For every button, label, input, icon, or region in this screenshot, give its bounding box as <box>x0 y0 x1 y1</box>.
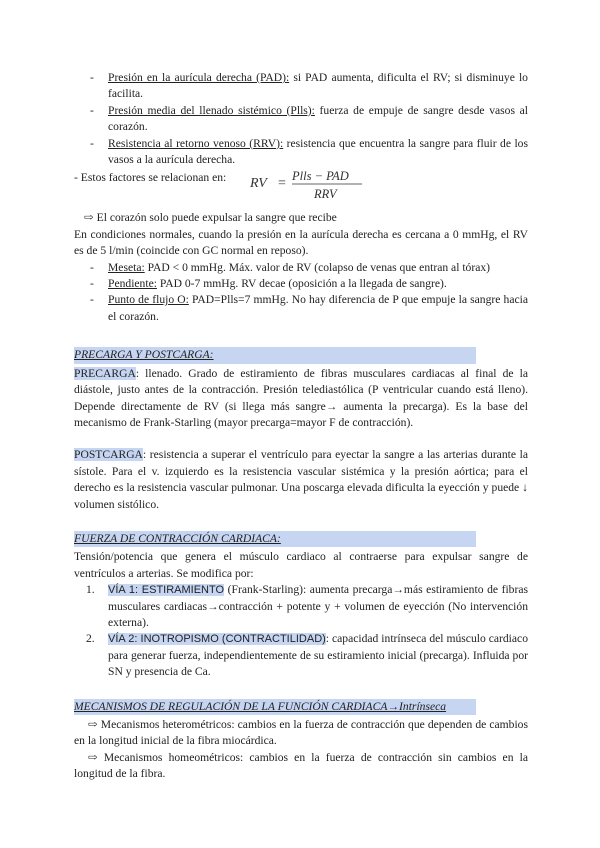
via-2-text: : capacidad intrínseca del músculo cardiaco para generar fuerza, independientemente de su estiramiento inicial (precarga). Influida por SN y presencia de Ca. <box>108 632 528 679</box>
bullet-text: PAD 0-7 mmHg. RV decae (oposición a la llegada de sangre). <box>156 277 447 291</box>
via-1-item <box>74 582 528 631</box>
precarga-paragraph <box>74 366 528 432</box>
via-1-text: (Frank-Starling): aumenta precarga→más estiramiento de fibras musculares cardiacas→contracción + potente y + volumen de eyección (No intervención externa). <box>108 583 528 629</box>
fuerza-intro: Tensión/potencia que genera el músculo cardiaco al contraerse para expulsar sangre de ventrículos a arterias. Se modifica por: <box>74 550 528 580</box>
bullet-text: si PAD aumenta, dificulta el RV; si disminuye lo facilita. <box>108 71 528 101</box>
relation-text: - Estos factores se relacionan en: <box>74 171 227 185</box>
formula-denominator: RRV <box>314 187 337 202</box>
precarga-text: : llenado. Grado de estiramiento de fibras musculares cardiacas al final de la diástole, justo antes de la contracción. Presión telediastólica (P ventricular cuando está lleno). Depende directamente de RV (si llega más sangre→ aumenta la precarga). Es la base del mecanismo de Frank-Starling (mayor precarga=mayor F de contracción). <box>74 366 528 429</box>
arrow-line: ⇨ El corazón solo puede expulsar la sangre que recibe <box>84 211 337 225</box>
heading-precarga-postcarga: PRECARGA Y POSTCARGA: <box>74 347 476 363</box>
list-number: 2. <box>86 632 95 646</box>
term-pendiente: Pendiente: <box>108 277 157 291</box>
bullet-text: fuerza de empuje de sangre desde vasos al corazón. <box>108 103 528 134</box>
mecanismos-homeometricos: ⇨ Mecanismos homeométricos: cambios en la fuerza de contracción sin cambios en la longitud de la fibra. <box>74 750 528 781</box>
formula-equals: = <box>278 176 287 192</box>
bullet-meseta <box>74 260 528 276</box>
heading-mecanismos-text: MECANISMOS DE REGULACIÓN DE LA FUNCIÓN CARDIACA→ <box>74 699 400 713</box>
via-1-label: VÍA 1: ESTIRAMIENTO <box>108 584 225 597</box>
document-content <box>74 70 528 783</box>
term-meseta: Meseta: <box>108 260 145 274</box>
bullet-text: PAD=Plls=7 mmHg. No hay diferencia de P que empuje la sangre hacia el corazón. <box>108 293 528 323</box>
via-2-label: VÍA 2: INOTROPISMO (CONTRACTILIDAD) <box>108 633 326 646</box>
heading-intrinseca: Intrínseca <box>399 699 447 713</box>
postcarga-text: : resistencia a superar el ventrículo para eyectar la sangre a las arterias durante la sístole. Para el v. izquierdo es la resistencia vascular sistémica y la presión aórtica; para el derecho es la resistencia vascular pulmonar. Una poscarga elevada dificulta la eyección y puede ↓ volumen sistólico. <box>74 448 528 511</box>
postcarga-label: POSTCARGA <box>74 448 143 462</box>
bullet-marker: - <box>90 103 94 117</box>
term-pad: Presión en la aurícula derecha (PAD): <box>108 71 290 84</box>
via-2-item <box>74 631 528 680</box>
precarga-label: PRECARGA <box>74 366 136 380</box>
postcarga-paragraph <box>74 447 528 513</box>
bullet-pad <box>74 70 528 103</box>
bullet-marker: - <box>90 277 94 291</box>
bullet-text: resistencia que encuentra la sangre para fluir de los vasos a la aurícula derecha. <box>108 136 528 167</box>
mecanismos-heterometricos: ⇨ Mecanismos heterométricos: cambios en la fuerza de contracción que dependen de cambios en la longitud inicial de la fibra miocárdica. <box>74 718 528 748</box>
rv-formula <box>250 168 370 208</box>
bullet-text: PAD < 0 mmHg. Máx. valor de RV (colapso de venas que entran al tórax) <box>144 260 491 274</box>
formula-lhs: RV <box>250 176 268 192</box>
term-plls: Presión media del llenado sistémico (Plls): <box>108 103 315 117</box>
term-punto-flujo: Punto de flujo O: <box>108 293 189 307</box>
bullet-pendiente <box>74 276 528 292</box>
bullet-rrv <box>74 136 528 169</box>
bullet-punto-flujo <box>74 292 528 325</box>
bullet-marker: - <box>90 71 94 84</box>
formula-numerator: Plls − PAD <box>292 169 350 184</box>
bullet-marker: - <box>90 293 94 307</box>
bullet-plls <box>74 103 528 136</box>
bullet-marker: - <box>90 260 94 274</box>
list-number: 1. <box>86 583 95 597</box>
heading-mecanismos-regulacion <box>74 699 476 715</box>
bullet-marker: - <box>90 136 94 150</box>
normal-conditions-paragraph: En condiciones normales, cuando la presión en la aurícula derecha es cercana a 0 mmHg, el RV es de 5 l/min (coincide con GC normal en reposo). <box>74 227 528 258</box>
heading-fuerza-contraccion: FUERZA DE CONTRACCIÓN CARDIACA: <box>74 531 476 547</box>
term-rrv: Resistencia al retorno venoso (RRV): <box>108 136 284 150</box>
formula-row <box>74 170 528 210</box>
